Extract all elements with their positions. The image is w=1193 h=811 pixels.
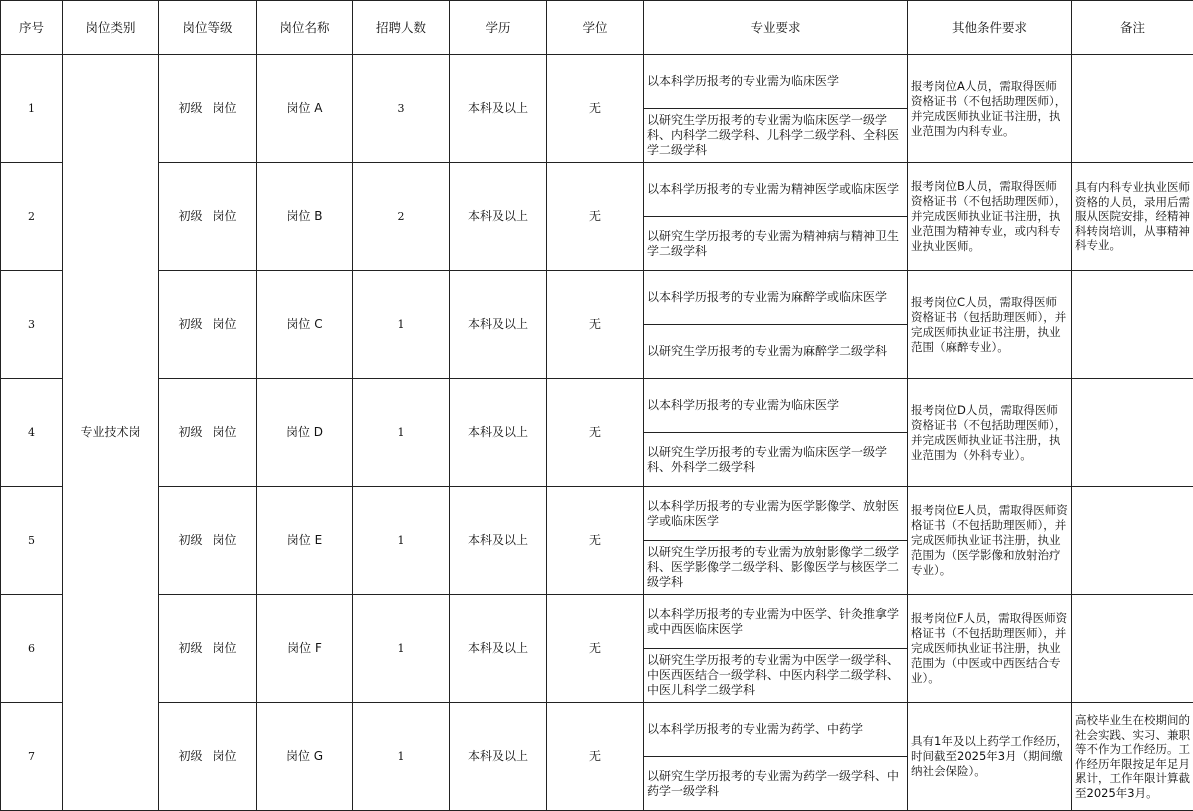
level-post: 岗位 — [212, 749, 237, 763]
hire-count: 1 — [353, 379, 450, 487]
other-requirements: 具有1年及以上药学工作经历，时间截至2025年3月（期间缴纳社会保险）。 — [908, 703, 1072, 811]
hire-count: 1 — [353, 703, 450, 811]
position-name: 岗位 A — [257, 55, 353, 163]
degree: 无 — [547, 163, 644, 271]
position-name: 岗位 C — [257, 271, 353, 379]
level-cell — [159, 55, 257, 163]
table-row — [1, 271, 1193, 325]
header-degree: 学位 — [547, 1, 644, 55]
position-name: 岗位 E — [257, 487, 353, 595]
position-name: 岗位 B — [257, 163, 353, 271]
degree: 无 — [547, 487, 644, 595]
degree: 无 — [547, 379, 644, 487]
remarks — [1072, 595, 1193, 703]
major-bachelor: 以本科学历报考的专业需为中医学、针灸推拿学或中西医临床医学 — [644, 595, 908, 649]
level-post: 岗位 — [212, 317, 237, 331]
remarks: 高校毕业生在校期间的社会实践、实习、兼职等不作为工作经历。工作经历年限按足年足月累计，工作年限计算截至2025年3月。 — [1072, 703, 1193, 811]
level-grade: 初级 — [178, 533, 203, 547]
row-no: 6 — [1, 595, 63, 703]
remarks — [1072, 271, 1193, 379]
level-post: 岗位 — [212, 101, 237, 115]
header-name: 岗位名称 — [257, 1, 353, 55]
header-note: 备注 — [1072, 1, 1193, 55]
header-no: 序号 — [1, 1, 63, 55]
position-name: 岗位 F — [257, 595, 353, 703]
row-no: 3 — [1, 271, 63, 379]
level-grade: 初级 — [178, 749, 203, 763]
remarks — [1072, 379, 1193, 487]
education: 本科及以上 — [450, 595, 547, 703]
header-level: 岗位等级 — [159, 1, 257, 55]
remarks — [1072, 55, 1193, 163]
level-grade: 初级 — [178, 101, 203, 115]
other-requirements: 报考岗位D人员，需取得医师资格证书（不包括助理医师），并完成医师执业证书注册，执业范围为（外科专业）。 — [908, 379, 1072, 487]
other-requirements: 报考岗位A人员，需取得医师资格证书（不包括助理医师），并完成医师执业证书注册，执业范围为内科专业。 — [908, 55, 1072, 163]
degree: 无 — [547, 595, 644, 703]
major-bachelor: 以本科学历报考的专业需为临床医学 — [644, 379, 908, 433]
education: 本科及以上 — [450, 379, 547, 487]
major-graduate: 以研究生学历报考的专业需为精神病与精神卫生学二级学科 — [644, 217, 908, 271]
major-bachelor: 以本科学历报考的专业需为临床医学 — [644, 55, 908, 109]
major-graduate: 以研究生学历报考的专业需为药学一级学科、中药学一级学科 — [644, 757, 908, 811]
major-graduate: 以研究生学历报考的专业需为中医学一级学科、中医西医结合一级学科、中医内科学二级学科、中医儿科学二级学科 — [644, 649, 908, 703]
position-name: 岗位 D — [257, 379, 353, 487]
education: 本科及以上 — [450, 55, 547, 163]
table-row — [1, 379, 1193, 433]
row-no: 4 — [1, 379, 63, 487]
other-requirements: 报考岗位F人员，需取得医师资格证书（不包括助理医师），并完成医师执业证书注册，执业范围为（中医或中西医结合专业）。 — [908, 595, 1072, 703]
category-cell: 专业技术岗 — [63, 55, 159, 811]
hire-count: 1 — [353, 271, 450, 379]
level-cell — [159, 487, 257, 595]
table-row — [1, 703, 1193, 757]
remarks: 具有内科专业执业医师资格的人员，录用后需服从医院安排，经精神科转岗培训，从事精神科专业。 — [1072, 163, 1193, 271]
other-requirements: 报考岗位E人员，需取得医师资格证书（不包括助理医师），并完成医师执业证书注册，执业范围为（医学影像和放射治疗专业）。 — [908, 487, 1072, 595]
level-post: 岗位 — [212, 641, 237, 655]
row-no: 2 — [1, 163, 63, 271]
level-cell — [159, 271, 257, 379]
other-requirements: 报考岗位B人员，需取得医师资格证书（不包括助理医师），并完成医师执业证书注册，执业范围为精神专业，或内科专业执业医师。 — [908, 163, 1072, 271]
hire-count: 3 — [353, 55, 450, 163]
level-grade: 初级 — [178, 317, 203, 331]
level-cell — [159, 703, 257, 811]
header-row — [1, 1, 1193, 55]
table-row — [1, 595, 1193, 649]
major-graduate: 以研究生学历报考的专业需为临床医学一级学科、内科学二级学科、儿科学二级学科、全科医学二级学科 — [644, 109, 908, 163]
major-bachelor: 以本科学历报考的专业需为药学、中药学 — [644, 703, 908, 757]
level-cell — [159, 163, 257, 271]
table-row — [1, 163, 1193, 217]
row-no: 5 — [1, 487, 63, 595]
education: 本科及以上 — [450, 271, 547, 379]
level-grade: 初级 — [178, 425, 203, 439]
level-post: 岗位 — [212, 425, 237, 439]
major-graduate: 以研究生学历报考的专业需为放射影像学二级学科、医学影像学二级学科、影像医学与核医学二级学科 — [644, 541, 908, 595]
hire-count: 1 — [353, 595, 450, 703]
education: 本科及以上 — [450, 703, 547, 811]
major-bachelor: 以本科学历报考的专业需为精神医学或临床医学 — [644, 163, 908, 217]
level-post: 岗位 — [212, 209, 237, 223]
hire-count: 2 — [353, 163, 450, 271]
hire-count: 1 — [353, 487, 450, 595]
position-name: 岗位 G — [257, 703, 353, 811]
education: 本科及以上 — [450, 487, 547, 595]
level-grade: 初级 — [178, 209, 203, 223]
degree: 无 — [547, 55, 644, 163]
level-cell — [159, 379, 257, 487]
degree: 无 — [547, 271, 644, 379]
level-post: 岗位 — [212, 533, 237, 547]
remarks — [1072, 487, 1193, 595]
level-cell — [159, 595, 257, 703]
other-requirements: 报考岗位C人员，需取得医师资格证书（包括助理医师），并完成医师执业证书注册，执业范围（麻醉专业）。 — [908, 271, 1072, 379]
table-row — [1, 55, 1193, 109]
row-no: 7 — [1, 703, 63, 811]
header-major: 专业要求 — [644, 1, 908, 55]
major-bachelor: 以本科学历报考的专业需为麻醉学或临床医学 — [644, 271, 908, 325]
table-row — [1, 487, 1193, 541]
header-count: 招聘人数 — [353, 1, 450, 55]
header-other: 其他条件要求 — [908, 1, 1072, 55]
education: 本科及以上 — [450, 163, 547, 271]
degree: 无 — [547, 703, 644, 811]
major-graduate: 以研究生学历报考的专业需为麻醉学二级学科 — [644, 325, 908, 379]
level-grade: 初级 — [178, 641, 203, 655]
row-no: 1 — [1, 55, 63, 163]
header-education: 学历 — [450, 1, 547, 55]
major-graduate: 以研究生学历报考的专业需为临床医学一级学科、外科学二级学科 — [644, 433, 908, 487]
major-bachelor: 以本科学历报考的专业需为医学影像学、放射医学或临床医学 — [644, 487, 908, 541]
header-category: 岗位类别 — [63, 1, 159, 55]
